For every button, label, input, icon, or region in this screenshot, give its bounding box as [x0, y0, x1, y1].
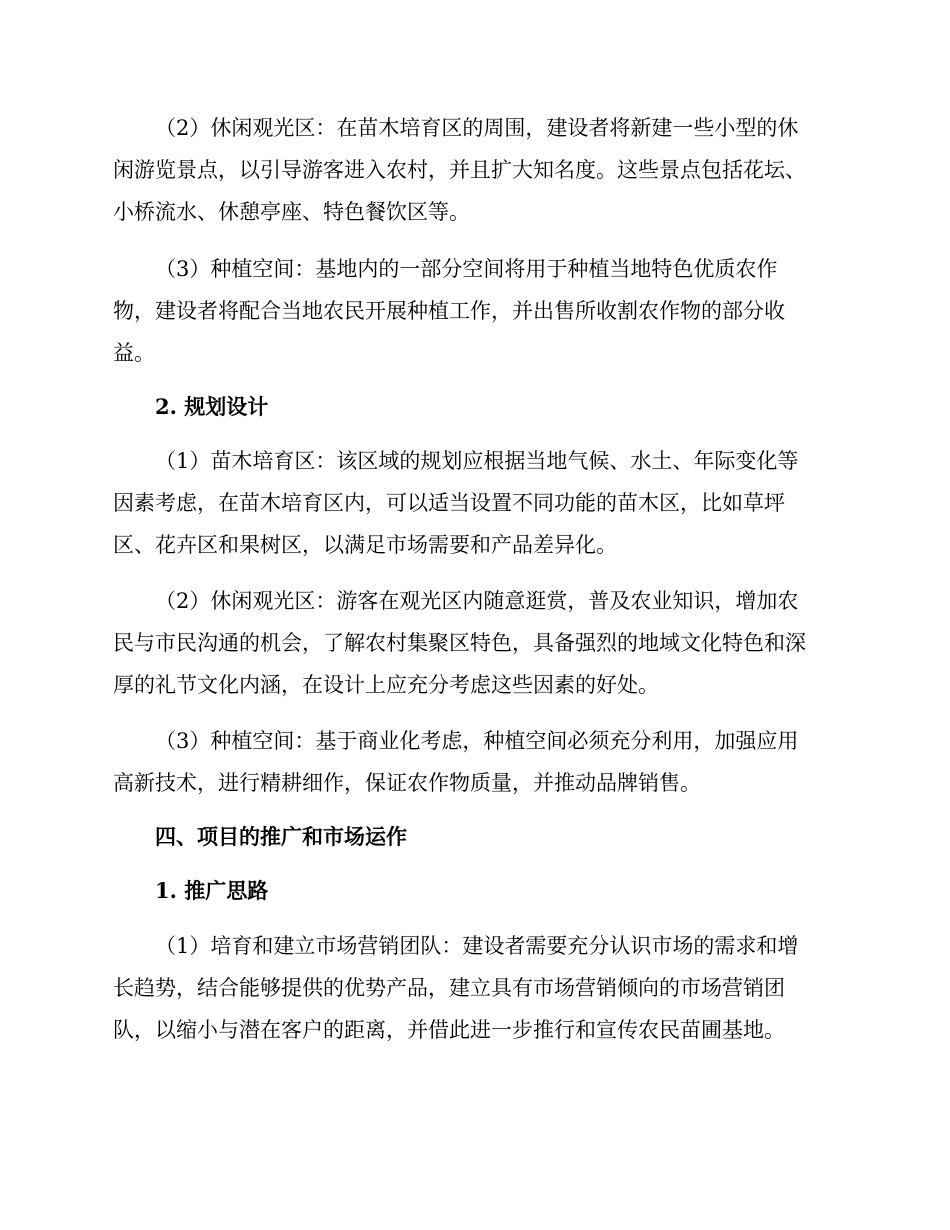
paragraph-leisure-area-intro [113, 107, 838, 233]
paragraph-nursery-area-design [113, 440, 838, 566]
paragraph-line: 厚的礼节文化内涵，在设计上应充分考虑这些因素的好处。 [113, 673, 659, 697]
paragraph-line: 长趋势，结合能够提供的优势产品，建立具有市场营销倾向的市场营销团 [113, 976, 785, 1000]
paragraph-line: （3）种植空间：基于商业化考虑，种植空间必须充分利用，加强应用 [155, 729, 799, 753]
section-heading-promotion-ideas: 1. 推广思路 [155, 878, 269, 903]
paragraph-leisure-area-design [113, 580, 838, 706]
paragraph-line: （2）休闲观光区：游客在观光区内随意逛赏，普及农业知识，增加农 [155, 589, 799, 613]
paragraph-line: 高新技术，进行精耕细作，保证农作物质量，并推动品牌销售。 [113, 771, 701, 795]
paragraph-line: 队，以缩小与潜在客户的距离，并借此进一步推行和宣传农民苗圃基地。 [113, 1018, 785, 1042]
paragraph-line: 民与市民沟通的机会，了解农村集聚区特色，具备强烈的地域文化特色和深 [113, 631, 806, 655]
paragraph-line: （1）培育和建立市场营销团队：建设者需要充分认识市场的需求和增 [155, 934, 799, 958]
paragraph-line: 因素考虑，在苗木培育区内，可以适当设置不同功能的苗木区，比如草坪 [113, 491, 785, 515]
paragraph-marketing-team [113, 925, 838, 1051]
paragraph-line: 小桥流水、休憩亭座、特色餐饮区等。 [113, 200, 470, 224]
section-heading-planning-design: 2. 规划设计 [155, 394, 269, 419]
paragraph-line: 益。 [113, 341, 155, 365]
section-heading-promotion-marketing: 四、项目的推广和市场运作 [155, 824, 407, 849]
paragraph-line: 闲游览景点，以引导游客进入农村，并且扩大知名度。这些景点包括花坛、 [113, 158, 806, 182]
paragraph-planting-space-intro [113, 248, 838, 374]
paragraph-line: 物，建设者将配合当地农民开展种植工作，并出售所收割农作物的部分收 [113, 299, 785, 323]
paragraph-planting-space-design [113, 720, 838, 804]
paragraph-line: （2）休闲观光区：在苗木培育区的周围，建设者将新建一些小型的休 [155, 116, 799, 140]
paragraph-line: 区、花卉区和果树区，以满足市场需要和产品差异化。 [113, 533, 617, 557]
paragraph-line: （1）苗木培育区：该区域的规划应根据当地气候、水土、年际变化等 [155, 449, 799, 473]
paragraph-line: （3）种植空间：基地内的一部分空间将用于种植当地特色优质农作 [155, 257, 778, 281]
